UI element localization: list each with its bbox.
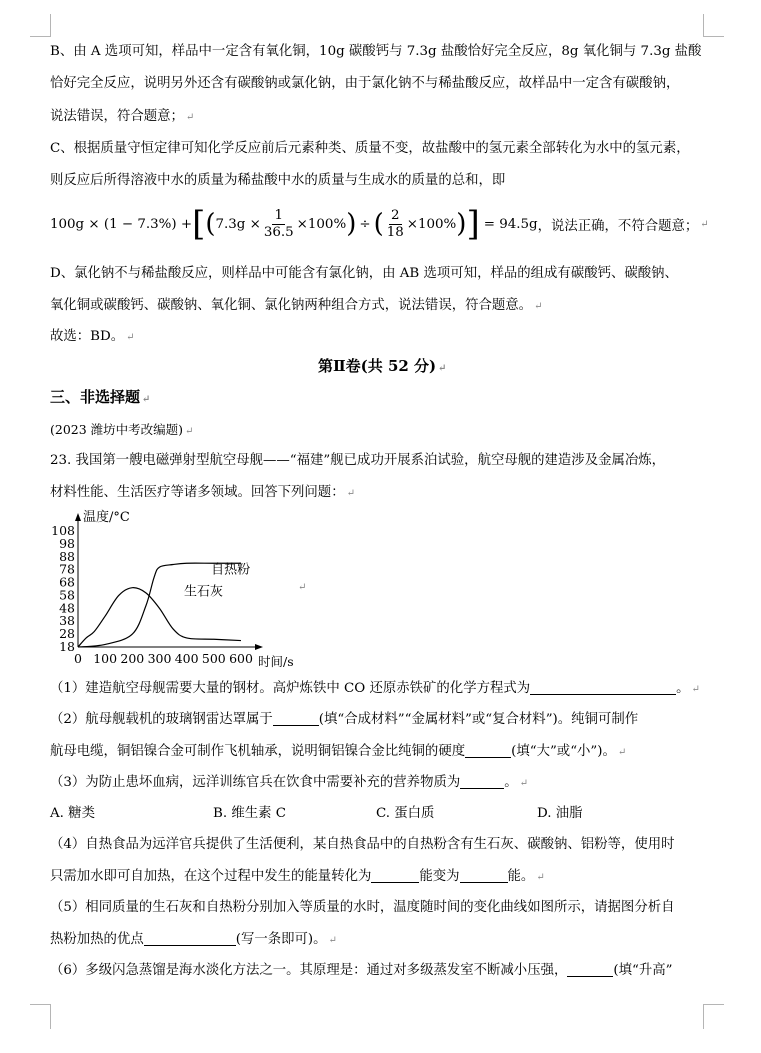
answer-blank-6[interactable] bbox=[567, 962, 613, 977]
y-tick-label: 108 bbox=[51, 523, 75, 538]
option-d-line-2: 氧化铜或碳酸钙、碳酸钠、氧化铜、氯化钠两种组合方式，说法错误，符合题意。 ↵ bbox=[50, 298, 543, 313]
part-1: （1）建造航空母舰需要大量的钢材。高炉炼铁中 CO 还原赤铁矿的化学方程式为 。 ↵ bbox=[50, 681, 700, 696]
x-tick-label: 400 bbox=[174, 651, 199, 666]
option-b-line-1: B、由 A 选项可知，样品中一定含有氧化铜，10g 碳酸钙与 7.3g 盐酸恰好完全反应，8g 氧化铜与 7.3g 盐酸 bbox=[50, 44, 702, 59]
fraction-2-over-18: $\frac{2}{18}$ bbox=[386, 207, 404, 240]
question-23-line-1: 23. 我国第一艘电磁弹射型航空母舰——“福建”舰已成功开展系泊试验，航空母舰的建造涉及金属冶炼， bbox=[50, 453, 666, 468]
x-axis-arrow bbox=[255, 644, 263, 650]
answer-line: 故选：BD。 ↵ bbox=[50, 329, 135, 344]
formula-result: = 94.5g bbox=[483, 216, 538, 232]
y-tick-label: 58 bbox=[59, 587, 75, 603]
volume-title: 第Ⅱ卷(共 52 分) ↵ bbox=[318, 357, 447, 375]
formula-bracket-close: ] bbox=[466, 204, 480, 244]
x-tick-label: 600 bbox=[229, 651, 253, 666]
part-2-line-2: 航母电缆，铜铝镍合金可制作飞机轴承，说明铜铝镍合金比纯铜的硬度 (填“大”或“小”)。 ↵ bbox=[50, 744, 627, 759]
y-tick-label: 28 bbox=[59, 626, 75, 642]
answer-blank-5[interactable] bbox=[144, 931, 236, 946]
option-b-vitamin-c[interactable]: B. 维生素 C bbox=[213, 806, 287, 821]
formula-bracket-open: [ bbox=[192, 204, 206, 244]
part-6-line-1: （6）多级闪急蒸馏是海水淡化方法之一。其原理是：通过对多级蒸发室不断减小压强， (填“升高” bbox=[50, 963, 673, 978]
y-tick-label: 78 bbox=[59, 561, 75, 577]
option-a-carbohydrate[interactable]: A. 糖类 bbox=[50, 806, 95, 821]
x-tick-label: 300 bbox=[147, 651, 172, 666]
part-5-line-1: （5）相同质量的生石灰和自热粉分别加入等质量的水时，温度随时间的变化曲线如图所示，请据图分析自 bbox=[50, 900, 675, 915]
x-tick-label: 0 bbox=[74, 651, 82, 666]
water-mass-formula: 100g × (1 − 7.3%) + [ ( 7.3g × $\frac{1}{36.5}$ ×100% ) ÷ ( $\frac{2}{18}$ ×100% ) ] = 94.5g ，说法正确，不符合题意； ↵ bbox=[50, 204, 709, 244]
y-tick-label: 98 bbox=[59, 535, 75, 551]
y-tick-label: 88 bbox=[59, 548, 75, 564]
answer-blank-2b[interactable] bbox=[465, 743, 511, 758]
formula-divide: ÷ bbox=[359, 216, 371, 232]
formula-term-1: 100g × (1 − 7.3%) + bbox=[50, 216, 193, 232]
y-tick-label: 18 bbox=[59, 639, 75, 654]
answer-blank-2a[interactable] bbox=[273, 711, 319, 726]
answer-blank-3[interactable] bbox=[460, 774, 504, 789]
x-tick-label: 500 bbox=[201, 651, 226, 666]
y-tick-label: 48 bbox=[59, 600, 75, 616]
option-b-line-2: 恰好完全反应，说明另外还含有碳酸钠或氯化钠，由于氯化钠不与稀盐酸反应，故样品中一定含有碳酸钠， bbox=[50, 76, 680, 91]
fraction-1-over-36.5: $\frac{1}{36.5}$ bbox=[263, 207, 294, 240]
corner-mark-top-right bbox=[703, 14, 724, 37]
part-5-line-2: 热粉加热的优点 (写一条即可)。 ↵ bbox=[50, 932, 337, 947]
formula-term-2: 7.3g × bbox=[215, 216, 261, 232]
part-4-line-1: （4）自热食品为远洋官兵提供了生活便利，某自热食品中的自热粉含有生石灰、碳酸钠、铝粉等，使用时 bbox=[50, 837, 675, 852]
x-tick-label: 200 bbox=[120, 651, 145, 666]
option-d-line-1: D、氯化钠不与稀盐酸反应，则样品中可能含有氯化钠，由 AB 选项可知，样品的组成有碳酸钙、碳酸钠、 bbox=[50, 266, 678, 281]
series-label-self-heating-powder: 自热粉 bbox=[211, 562, 251, 578]
series-label-quicklime: 生石灰 bbox=[183, 584, 223, 600]
answer-blank-4b[interactable] bbox=[460, 868, 508, 883]
option-c-line-1: C、根据质量守恒定律可知化学反应前后元素种类、质量不变，故盐酸中的氢元素全部转化为水中的氢元素， bbox=[50, 141, 690, 156]
option-d-fat[interactable]: D. 油脂 bbox=[537, 806, 583, 821]
answer-blank-4a[interactable] bbox=[371, 868, 419, 883]
option-c-protein[interactable]: C. 蛋白质 bbox=[376, 806, 435, 821]
formula-term-3: ×100% bbox=[296, 216, 347, 232]
part-4-line-2: 只需加水即可自加热，在这个过程中发生的能量转化为 能变为 能。 ↵ bbox=[50, 869, 545, 884]
question-source: (2023 潍坊中考改编题) ↵ bbox=[50, 422, 194, 437]
corner-mark-bottom-left bbox=[30, 1004, 51, 1029]
formula-term-5: ×100% bbox=[406, 216, 457, 232]
part-2-line-1: （2）航母舰载机的玻璃钢雷达罩属于 (填“合成材料”“金属材料”或“复合材料”)。纯铜可制作 bbox=[50, 712, 639, 727]
corner-mark-top-left bbox=[30, 14, 51, 37]
section-heading: 三、非选择题 ↵ bbox=[50, 388, 151, 406]
option-b-line-3: 说法错误，符合题意； ↵ bbox=[50, 109, 195, 124]
x-tick-label: 100 bbox=[93, 651, 118, 666]
formula-tail: ，说法正确，不符合题意； bbox=[537, 218, 699, 234]
answer-blank-1[interactable] bbox=[530, 680, 676, 695]
question-23-line-2: 材料性能、生活医疗等诸多领域。回答下列问题： ↵ bbox=[50, 485, 355, 500]
y-tick-label: 38 bbox=[59, 613, 75, 629]
x-axis-label: 时间/s bbox=[258, 654, 294, 669]
chart-return-mark: ↵ bbox=[298, 582, 307, 593]
option-c-line-2: 则反应后所得溶液中水的质量为稀盐酸中水的质量与生成水的质量的总和，即 bbox=[50, 173, 506, 188]
part-3: （3）为防止患坏血病，远洋训练官兵在饮食中需要补充的营养物质为 。 ↵ bbox=[50, 775, 529, 790]
y-tick-label: 68 bbox=[59, 574, 75, 590]
corner-mark-bottom-right bbox=[703, 1004, 724, 1029]
y-axis-label: 温度/°C bbox=[83, 510, 130, 525]
y-axis-arrow bbox=[75, 513, 81, 521]
